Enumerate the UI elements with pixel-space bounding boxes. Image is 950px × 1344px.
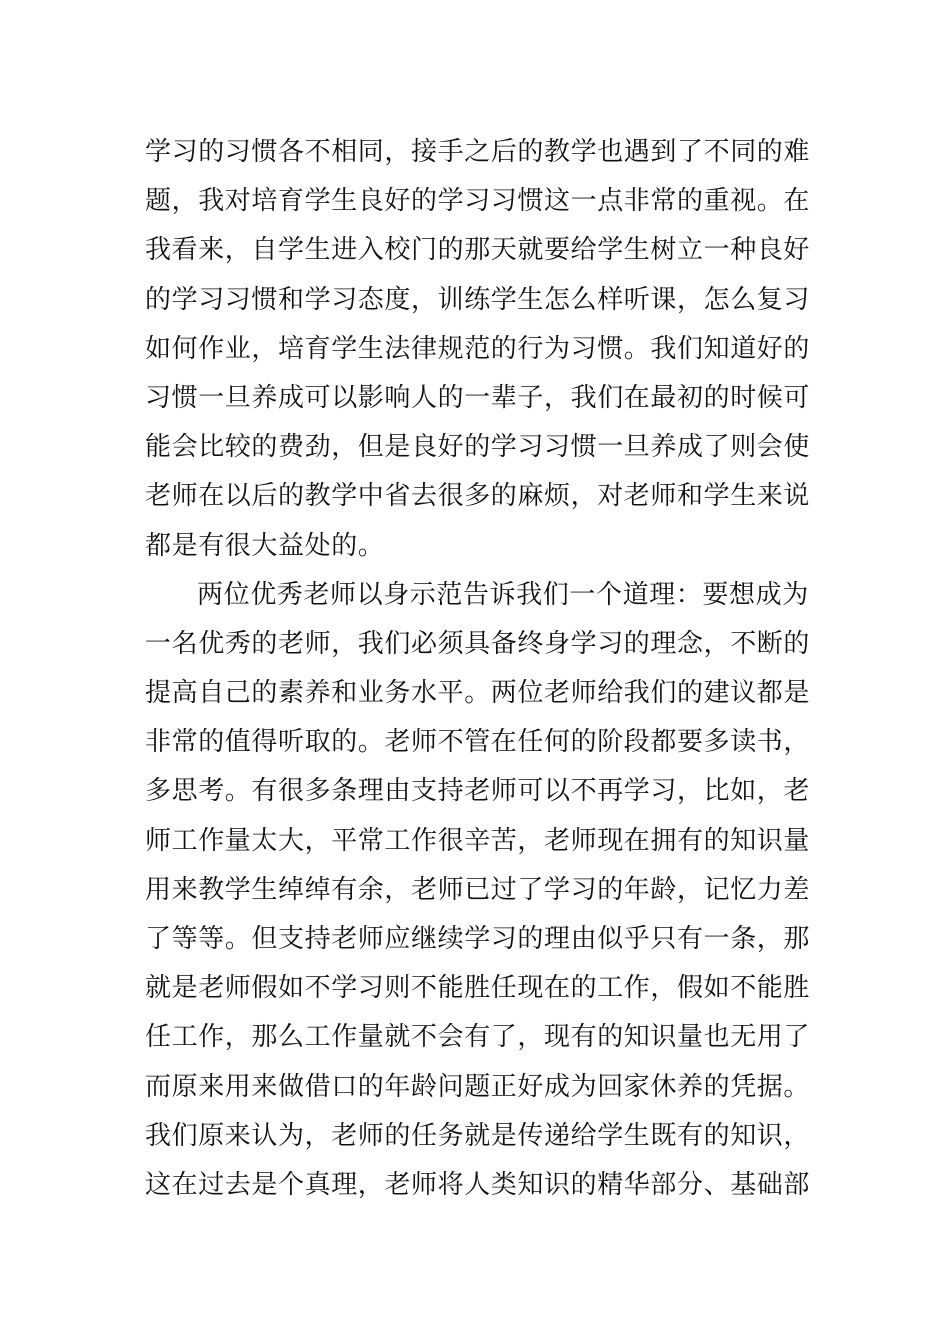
text-line: 能会比较的费劲，但是良好的学习习惯一旦养成了则会使 [145, 432, 811, 463]
text-line: 我看来，自学生进入校门的那天就要给学生树立一种良好 [145, 235, 811, 266]
text-line: 了等等。但支持老师应继续学习的理由似乎只有一条，那 [145, 924, 811, 954]
document-body [145, 128, 815, 1210]
text-line: 学习的习惯各不相同，接手之后的教学也遇到了不同的难 [145, 137, 811, 167]
text-line: 用来教学生绰绰有余，老师已过了学习的年龄，记忆力差 [145, 874, 811, 905]
text-line: 这在过去是个真理，老师将人类知识的精华部分、基础部 [145, 1169, 811, 1200]
text-line: 任工作，那么工作量就不会有了，现有的知识量也无用了 [145, 1022, 811, 1053]
text-line: 如何作业，培育学生法律规范的行为习惯。我们知道好的 [145, 333, 811, 364]
text-line: 习惯一旦养成可以影响人的一辈子，我们在最初的时候可 [145, 382, 811, 413]
text-line: 非常的值得听取的。老师不管在任何的阶段都要多读书， [145, 727, 811, 758]
text-line: 题，我对培育学生良好的学习习惯这一点非常的重视。在 [145, 186, 811, 217]
text-line: 我们原来认为，老师的任务就是传递给学生既有的知识， [145, 1120, 811, 1151]
text-line: 老师在以后的教学中省去很多的麻烦，对老师和学生来说 [145, 481, 811, 512]
text-line: 就是老师假如不学习则不能胜任现在的工作，假如不能胜 [145, 973, 811, 1004]
text-line: 提高自己的素养和业务水平。两位老师给我们的建议都是 [145, 678, 811, 709]
text-line: 一名优秀的老师，我们必须具备终身学习的理念，不断的 [145, 628, 811, 659]
text-line: 都是有很大益处的。 [145, 530, 385, 561]
paragraph-start-line: 两位优秀老师以身示范告诉我们一个道理：要想成为 [197, 579, 809, 610]
text-line: 的学习习惯和学习态度，训练学生怎么样听课，怎么复习 [145, 284, 811, 315]
text-line: 多思考。有很多条理由支持老师可以不再学习，比如，老 [145, 776, 811, 807]
text-line: 而原来用来做借口的年龄问题正好成为回家休养的凭据。 [145, 1071, 811, 1102]
text-line: 师工作量太大，平常工作很辛苦，老师现在拥有的知识量 [145, 825, 811, 856]
